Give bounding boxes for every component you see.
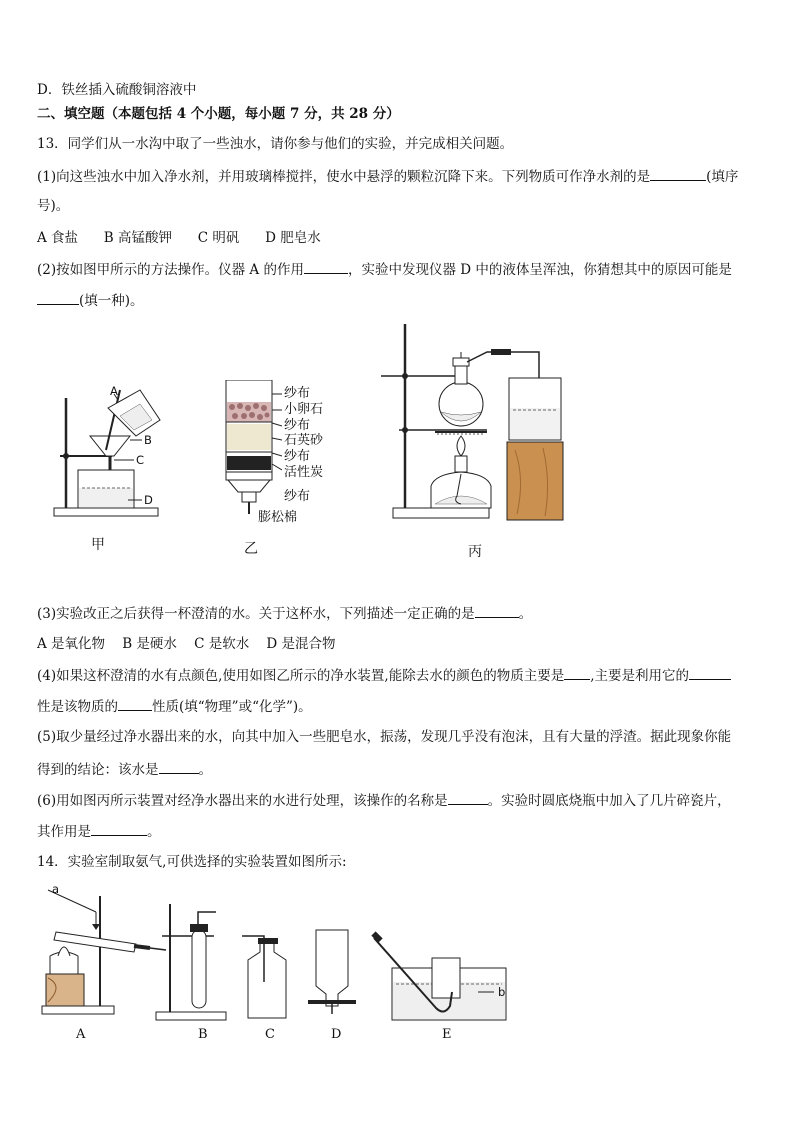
jia-part-a: A xyxy=(110,384,118,398)
question-13-6-line-2: 其作用是 。 xyxy=(37,821,161,842)
yi-layer-label: 活性炭 xyxy=(284,464,324,480)
yi-layer-labels xyxy=(284,386,323,481)
question-13-1-line-2: 号)。 xyxy=(37,198,70,214)
question-13-4-line-1: (4)如果这杯澄清的水有点颜色,使用如图乙所示的净水装置,能除去水的颜色的物质主要是 ,主要是利用它的 xyxy=(37,665,731,686)
figure-apparatus-row xyxy=(38,882,518,1027)
figure-jia-filtration xyxy=(48,380,178,525)
yi-layer-label: 纱布 xyxy=(284,489,311,504)
answer-blank[interactable] xyxy=(159,759,199,774)
figure-jia-caption: 甲 xyxy=(91,537,105,553)
question-13-1-line-1: (1)向这些浊水中加入净水剂，并用玻璃棒搅拌，使水中悬浮的颗粒沉降下来。下列物质可作净水剂的是 (填序 xyxy=(37,166,738,187)
question-13-3: (3)实验改正之后获得一杯澄清的水。关于这杯水，下列描述一定正确的是 。 xyxy=(37,603,532,624)
figure-bing-caption: 丙 xyxy=(468,544,482,560)
yi-layer-label: 小卵石 xyxy=(284,401,324,417)
jia-part-c: C xyxy=(136,453,145,467)
apparatus-label-a: A xyxy=(76,1027,86,1042)
apparatus-label-c: C xyxy=(265,1027,275,1042)
question-13-stem: 13．同学们从一水沟中取了一些浊水，请你参与他们的实验，并完成相关问题。 xyxy=(37,136,514,152)
yi-layer-label: 纱布 xyxy=(284,417,311,433)
question-13-5-line-2: 得到的结论：该水是 。 xyxy=(37,759,212,780)
question-13-4-line-2: 性是该物质的 性质(填“物理”或“化学”)。 xyxy=(37,696,312,717)
question-13-6-line-1: (6)用如图丙所示装置对经净水器出来的水进行处理，该操作的名称是 。实验时圆底烧瓶中加入了几片碎瓷片， xyxy=(37,790,731,811)
answer-blank[interactable] xyxy=(304,259,348,274)
answer-blank[interactable] xyxy=(448,790,488,805)
jia-part-d: D xyxy=(144,493,153,507)
question-13-2-line-1: (2)按如图甲所示的方法操作。仪器 A 的作用 ，实验中发现仪器 D 中的液体呈浑浊，你猜想其中的原因可能是 xyxy=(37,259,732,280)
answer-blank[interactable] xyxy=(689,665,731,680)
apparatus-label-b: B xyxy=(198,1027,208,1042)
q12-option-d: D．铁丝插入硫酸铜溶液中 xyxy=(37,82,197,98)
yi-layer-label: 石英砂 xyxy=(284,433,324,449)
yi-layer-label: 纱布 xyxy=(284,449,311,465)
apparatus-label-d: D xyxy=(331,1027,342,1042)
answer-blank[interactable] xyxy=(564,665,590,680)
apparatus-mark-b: b xyxy=(498,985,506,999)
answer-blank[interactable] xyxy=(475,603,519,618)
question-13-1-options: A 食盐 B 高锰酸钾 C 明矾 D 肥皂水 xyxy=(37,230,321,246)
section-2-heading: 二、填空题（本题包括 4 个小题，每小题 7 分，共 28 分） xyxy=(37,106,400,122)
question-14-stem: 14．实验室制取氨气,可供选择的实验装置如图所示: xyxy=(37,854,347,870)
question-13-2-line-2: (填一种)。 xyxy=(37,290,144,311)
yi-layer-label: 纱布 xyxy=(284,386,311,401)
question-13-5-line-1: (5)取少量经过净水器出来的水，向其中加入一些肥皂水，振荡，发现几乎没有泡沫，且有大量的浮渣。据此现象你能 xyxy=(37,729,732,745)
jia-part-b: B xyxy=(144,433,152,447)
figure-bing-distillation xyxy=(375,318,575,526)
apparatus-label-e: E xyxy=(442,1027,452,1042)
yi-layer-label: 膨松棉 xyxy=(258,510,298,525)
answer-blank[interactable] xyxy=(650,166,706,181)
figure-yi-caption: 乙 xyxy=(244,541,258,557)
apparatus-mark-a: a xyxy=(52,882,60,896)
answer-blank[interactable] xyxy=(91,821,147,836)
figure-yi-purifier xyxy=(218,380,282,520)
answer-blank[interactable] xyxy=(118,696,152,711)
answer-blank[interactable] xyxy=(37,290,79,305)
question-13-3-options: A 是氧化物 B 是硬水 C 是软水 D 是混合物 xyxy=(37,636,336,652)
